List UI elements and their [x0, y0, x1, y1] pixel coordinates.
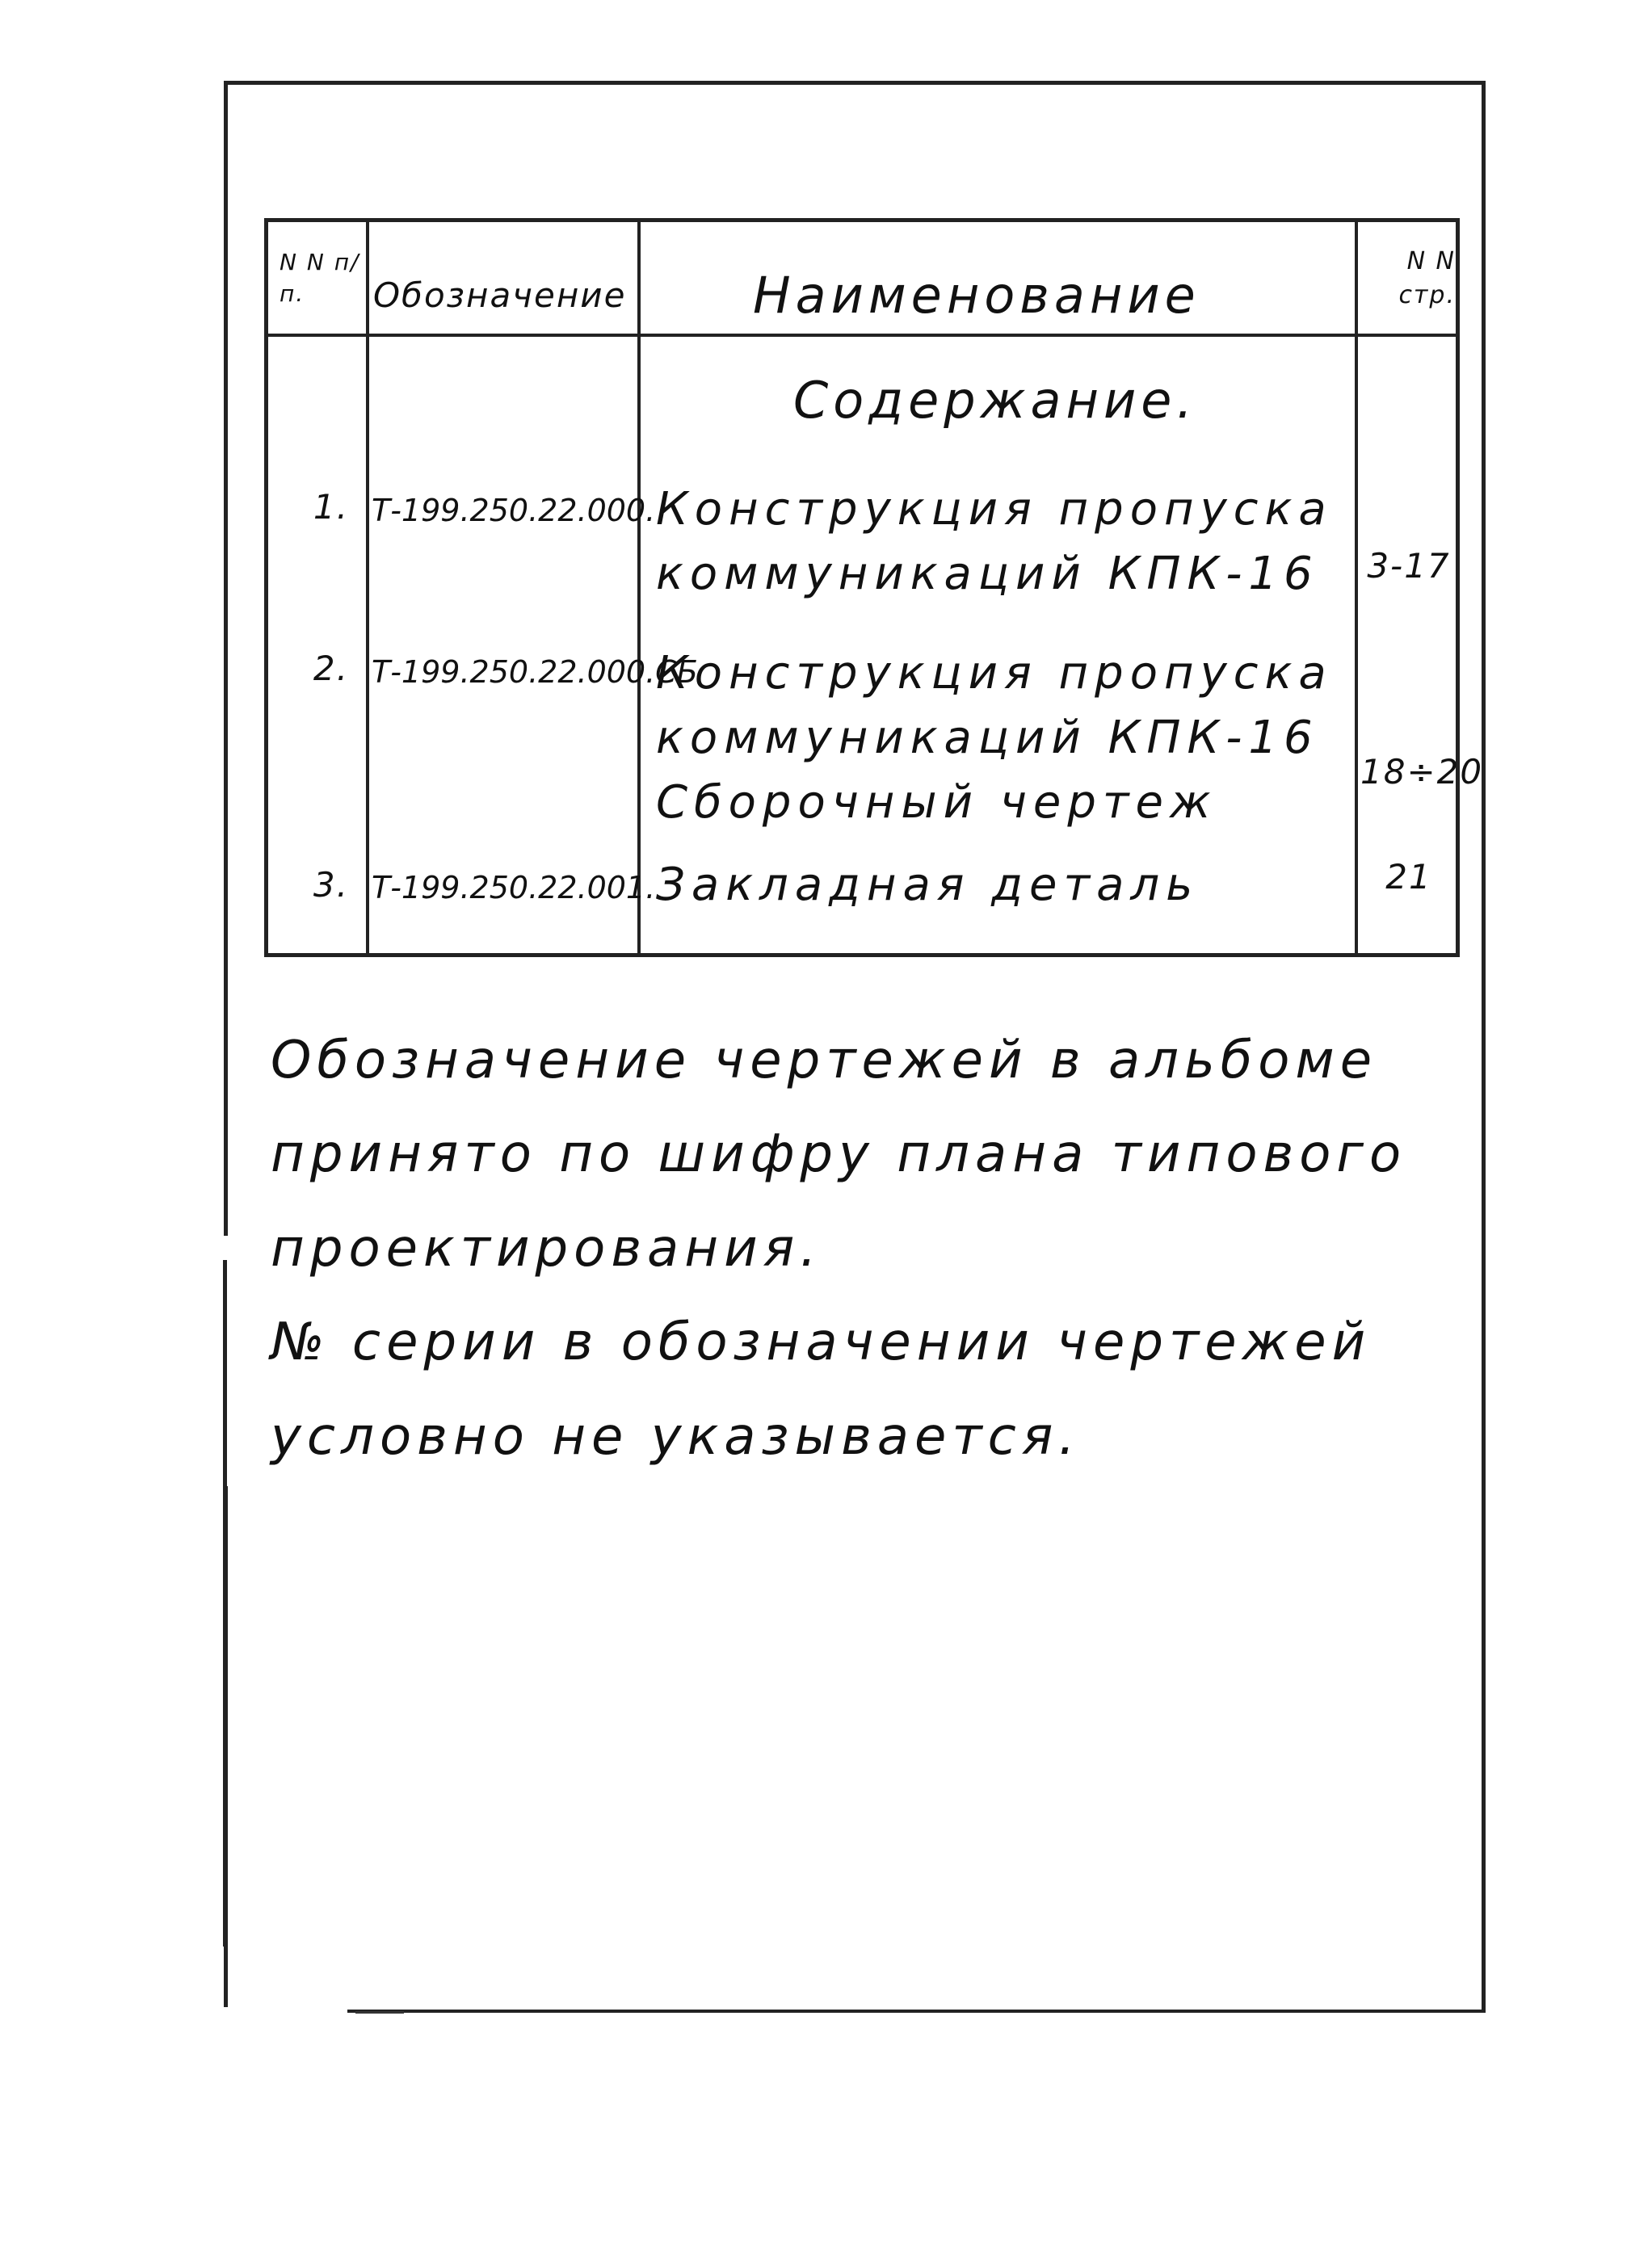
row-designation: Т-199.250.22.001.: [372, 870, 656, 905]
header-page: N N стр.: [1398, 247, 1456, 309]
row-page: 18÷20: [1360, 752, 1484, 792]
row-name-line: коммуникаций КПК-16: [656, 548, 1319, 600]
row-page: 21: [1385, 857, 1432, 897]
row-name-line: Сборочный чертеж: [656, 776, 1217, 829]
col-divider: [1355, 222, 1358, 953]
row-name-line: Конструкция пропуска: [656, 483, 1333, 536]
col-divider: [637, 222, 641, 953]
header-divider: [268, 334, 1456, 337]
section-title: Содержание.: [793, 371, 1198, 430]
note-line: принято по шифру плана типового: [271, 1124, 1407, 1185]
note-line: проектирования.: [271, 1218, 822, 1279]
notes-block: [271, 1014, 1442, 1484]
row-page: 3-17: [1367, 546, 1451, 586]
header-name: Наименование: [753, 266, 1200, 325]
col-divider: [366, 222, 369, 953]
row-number: 1.: [313, 487, 349, 527]
row-number: 2.: [313, 649, 349, 688]
row-name-line: коммуникаций КПК-16: [656, 712, 1319, 764]
note-line: № серии в обозначении чертежей: [271, 1312, 1372, 1373]
header-designation: Обозначение: [373, 275, 627, 315]
note-line: условно не указывается.: [271, 1406, 1081, 1467]
contents-table: [264, 218, 1484, 957]
row-designation: Т-199.250.22.000.СБ: [372, 654, 698, 690]
row-name-line: Закладная деталь: [656, 859, 1200, 911]
row-designation: Т-199.250.22.000.: [372, 493, 656, 528]
note-line: Обозначение чертежей в альбоме: [271, 1031, 1378, 1090]
frame-bottom-gap: [218, 2007, 347, 2018]
frame-bottom-dash: [355, 2011, 404, 2014]
header-number: N N п/п.: [280, 249, 360, 308]
row-number: 3.: [313, 865, 349, 905]
row-name-line: Конструкция пропуска: [656, 647, 1333, 699]
frame-left-stub: [223, 1260, 227, 1947]
